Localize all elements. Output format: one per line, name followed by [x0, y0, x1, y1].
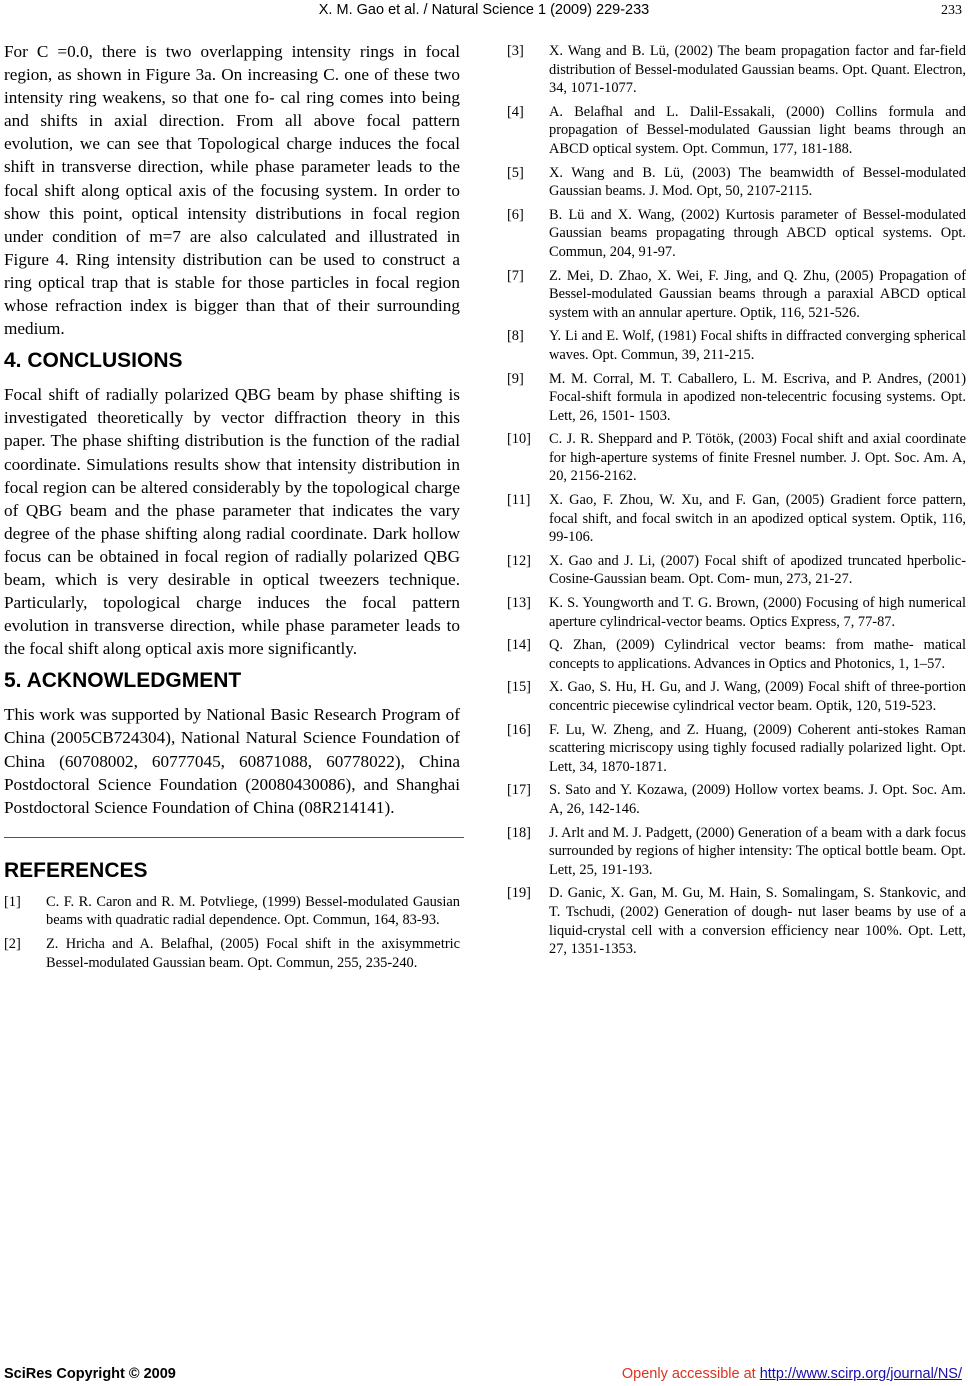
acknowledgment-paragraph: This work was supported by National Basic Research Program of China (2005CB724304), National Natural Science Foundation of China (60708002, 60777045, 60871088, 60778022), China Postdoctoral Science Foundation (20080430086), and Shanghai Postdoctoral Science Foundation of China (08R214141).: [4, 705, 460, 817]
journal-link[interactable]: http://www.scirp.org/journal/NS/: [759, 1366, 962, 1382]
reference-text: K. S. Youngworth and T. G. Brown, (2000) Focusing of high numerical aperture cylindrical-vector beams. Optics Express, 7, 77-87.: [549, 595, 966, 630]
reference-number: [2]: [4, 936, 21, 952]
reference-text: Z. Hricha and A. Belafhal, (2005) Focal shift in the axisymmetric Bessel-modulated Gaussian beam. Opt. Commun, 255, 235-240.: [46, 936, 460, 971]
reference-text: X. Gao and J. Li, (2007) Focal shift of apodized truncated hperbolic-Cosine-Gaussian beam. Opt. Com- mun, 273, 21-27.: [549, 552, 966, 588]
reference-number: [18]: [507, 824, 531, 841]
reference-text: Y. Li and E. Wolf, (1981) Focal shifts in diffracted converging spherical waves. Opt. Commun, 39, 211-215.: [549, 328, 966, 363]
reference-number: [16]: [507, 721, 531, 738]
reference-number: [11]: [507, 492, 531, 509]
reference-text: F. Lu, W. Zheng, and Z. Huang, (2009) Coherent anti-stokes Raman scattering micriscopy using tighly focused radially polarized light. Opt. Lett, 34, 1870-1871.: [549, 721, 966, 775]
acknowledgment-heading: 5. ACKNOWLEDGMENT: [4, 669, 242, 693]
reference-number: [17]: [507, 782, 531, 799]
reference-text: X. Wang and B. Lü, (2003) The beamwidth of Bessel-modulated Gaussian beams. J. Mod. Opt, 50, 2107-2115.: [549, 164, 966, 200]
copyright-notice: SciRes Copyright © 2009: [4, 1366, 176, 1382]
conclusions-paragraph: Focal shift of radially polarized QBG beam by phase shifting is investigated theoretically by vector diffraction theory in this paper. The phase shifting distribution is the function of the radial coordinate. Simulations results show that intensity distribution in focal region can be altered considerably by the topological charge of QBG beam and the phase parameter that indicates the vary degree of the phase shifting along radial coordinate. Dark hollow focus can be obtained in focal region of radially polarized QBG beam, which is very desirable in optical tweezers technique. Particularly, topological charge induces the focal pattern evolution in transverse direction, while phase parameter leads to the focal shift along optical axis more significantly.: [4, 385, 460, 659]
reference-number: [12]: [507, 552, 531, 569]
references-heading: REFERENCES: [4, 858, 148, 882]
reference-item: [507, 430, 966, 486]
reference-text: A. Belafhal and L. Dalil-Essakali, (2000) Collins formula and propagation of Bessel-modulated Gaussian light beams through an ABCD optical system. Opt. Commun, 177, 181-188.: [549, 103, 966, 157]
reference-text: S. Sato and Y. Kozawa, (2009) Hollow vortex beams. J. Opt. Soc. Am. A, 26, 142-146.: [549, 782, 966, 817]
reference-item: [507, 491, 966, 547]
reference-item: [507, 678, 966, 715]
reference-text: Q. Zhan, (2009) Cylindrical vector beams: from mathe- matical concepts to applications. Advances in Optics and Photonics, 1, 1–57.: [549, 637, 966, 672]
right-column: [507, 42, 966, 964]
section-divider: [4, 837, 464, 838]
reference-item: [507, 552, 966, 589]
reference-text: M. M. Corral, M. T. Caballero, L. M. Escriva, and P. Andres, (2001) Focal-shift formula in apodized non-telecentric focusing systems. Opt. Lett, 26, 1501- 1503.: [549, 370, 966, 424]
reference-text: J. Arlt and M. J. Padgett, (2000) Generation of a beam with a dark focus surrounded by regions of higher intensity: The optical bottle beam. Opt. Lett, 25, 191-193.: [549, 824, 966, 878]
reference-item: [507, 824, 966, 880]
reference-number: [9]: [507, 370, 524, 387]
reference-item: [507, 164, 966, 201]
reference-text: Z. Mei, D. Zhao, X. Wei, F. Jing, and Q. Zhu, (2005) Propagation of Bessel-modulated Gaussian beams through a paraxial ABCD optical system with an annular aperture. Optik, 116, 521-526.: [549, 267, 966, 321]
reference-item: [4, 935, 460, 972]
reference-item: [507, 721, 966, 777]
reference-text: X. Gao, S. Hu, H. Gu, and J. Wang, (2009) Focal shift of three-portion concentric piecewise cylindrical vector beam. Optik, 120, 519-523.: [549, 679, 966, 714]
references-list-right: [507, 42, 966, 959]
reference-item: [507, 103, 966, 159]
left-column: [4, 40, 460, 977]
reference-text: C. F. R. Caron and R. M. Potvliege, (1999) Bessel-modulated Gausian beams with quadratic radial dependence. Opt. Commun, 164, 83-93.: [46, 893, 460, 929]
page-number: 233: [941, 3, 962, 18]
references-list-left: [4, 893, 460, 972]
reference-number: [3]: [507, 43, 524, 59]
reference-item: [507, 327, 966, 364]
reference-number: [13]: [507, 595, 531, 612]
reference-item: [4, 893, 460, 930]
reference-number: [1]: [4, 893, 21, 910]
reference-number: [5]: [507, 164, 524, 181]
reference-item: [507, 267, 966, 323]
reference-number: [8]: [507, 328, 524, 345]
reference-number: [10]: [507, 431, 531, 448]
page-header: [0, 2, 968, 22]
reference-item: [507, 636, 966, 673]
reference-text: D. Ganic, X. Gan, M. Gu, M. Hain, S. Somalingam, S. Stankovic, and T. Tschudi, (2002) Generation of dough- nut laser beams by use of a liquid-crystal cell with a conversion efficiency near 100%. Opt. Lett, 27, 1351-1353.: [549, 885, 966, 958]
reference-text: X. Gao, F. Zhou, W. Xu, and F. Gan, (2005) Gradient force pattern, focal shift, and focal switch in an apodized optical system. Optik, 116, 99-106.: [549, 492, 966, 546]
reference-number: [4]: [507, 103, 524, 120]
reference-number: [14]: [507, 637, 531, 654]
reference-number: [19]: [507, 885, 531, 902]
reference-item: [507, 206, 966, 262]
conclusions-heading: 4. CONCLUSIONS: [4, 349, 183, 373]
reference-item: [507, 781, 966, 818]
reference-text: X. Wang and B. Lü, (2002) The beam propagation factor and far-field distribution of Bessel-modulated Gaussian beams. Opt. Quant. Electron, 34, 1071-1077.: [549, 43, 966, 97]
reference-item: [507, 370, 966, 426]
reference-text: C. J. R. Sheppard and P. Tötök, (2003) Focal shift and axial coordinate for high-aperture systems of finite Fresnel number. J. Opt. Soc. Am. A, 20, 2156-2162.: [549, 431, 966, 485]
reference-item: [507, 594, 966, 631]
reference-item: [507, 884, 966, 958]
reference-number: [7]: [507, 267, 524, 284]
running-title: X. M. Gao et al. / Natural Science 1 (2009) 229-233: [318, 2, 650, 18]
access-notice: [622, 1366, 962, 1382]
access-prefix: Openly accessible at: [621, 1366, 760, 1382]
reference-number: [6]: [507, 206, 524, 223]
reference-text: B. Lü and X. Wang, (2002) Kurtosis parameter of Bessel-modulated Gaussian beams propagating through ABCD optical systems. Opt. Commun, 204, 91-97.: [549, 206, 966, 260]
reference-number: [15]: [507, 679, 531, 696]
intro-paragraph: For C =0.0, there is two overlapping intensity rings in focal region, as shown in Figure 3a. On increasing C. one of these two intensity ring weakens, so that one fo- cal ring comes into being and shifts in axial direction. From all above focal pattern evolution, we can see that Topological charge induces the focal shift in transverse direction, while phase parameter leads to the focal shift along optical axis of the focusing system. In order to show this point, optical intensity distributions in focal region under condition of m=7 are also calculated and illustrated in Figure 4. Ring intensity distribution can be used to construct a ring optical trap that is stable for those particles in focal region whose refraction index is bigger than that of their surrounding medium.: [4, 42, 460, 339]
reference-item: [507, 42, 966, 98]
